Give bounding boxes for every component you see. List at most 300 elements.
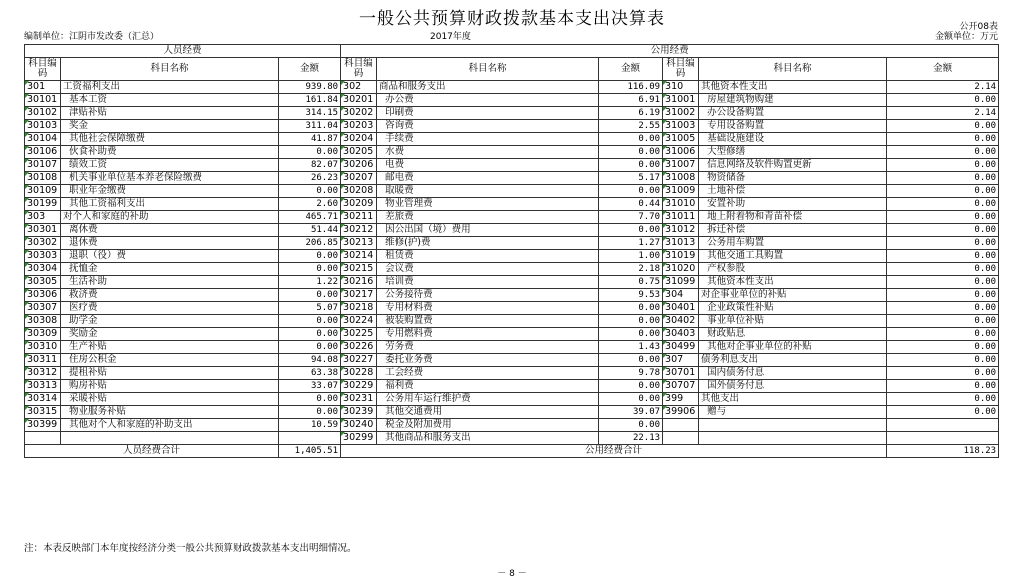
amount-cell: 0.00 bbox=[599, 159, 663, 172]
amount-cell: 116.09 bbox=[599, 81, 663, 94]
name-cell: 其他资本性支出 bbox=[699, 276, 887, 289]
amount-cell: 0.00 bbox=[887, 328, 999, 341]
amount-cell: 465.71 bbox=[279, 211, 341, 224]
name-cell: 生产补贴 bbox=[61, 341, 279, 354]
code-cell: 310 bbox=[663, 81, 699, 94]
name-cell: 会议费 bbox=[377, 263, 599, 276]
name-cell: 国外债务付息 bbox=[699, 380, 887, 393]
name-cell: 劳务费 bbox=[377, 341, 599, 354]
amount-cell: 2.18 bbox=[599, 263, 663, 276]
amount-cell: 0.00 bbox=[279, 185, 341, 198]
name-cell: 职业年金缴费 bbox=[61, 185, 279, 198]
code-cell: 31006 bbox=[663, 146, 699, 159]
code-cell: 399 bbox=[663, 393, 699, 406]
name-cell: 公务用车购置 bbox=[699, 237, 887, 250]
code-cell: 30209 bbox=[341, 198, 377, 211]
amount-cell: 0.00 bbox=[887, 276, 999, 289]
name-cell: 住房公积金 bbox=[61, 354, 279, 367]
code-cell: 30307 bbox=[25, 302, 61, 315]
code-cell: 30315 bbox=[25, 406, 61, 419]
name-cell: 离休费 bbox=[61, 224, 279, 237]
name-cell: 其他交通费用 bbox=[377, 406, 599, 419]
code-cell: 30707 bbox=[663, 380, 699, 393]
name-cell: 培训费 bbox=[377, 276, 599, 289]
amount-cell: 41.87 bbox=[279, 133, 341, 146]
name-cell: 提租补贴 bbox=[61, 367, 279, 380]
amount-cell: 0.00 bbox=[887, 120, 999, 133]
name-cell: 税金及附加费用 bbox=[377, 419, 599, 432]
code-cell: 30401 bbox=[663, 302, 699, 315]
amount-cell: 2.55 bbox=[599, 120, 663, 133]
amount-cell: 0.00 bbox=[887, 354, 999, 367]
code-cell: 30101 bbox=[25, 94, 61, 107]
name-cell: 安置补助 bbox=[699, 198, 887, 211]
amount-cell: 0.00 bbox=[887, 198, 999, 211]
amount-cell: 0.00 bbox=[279, 393, 341, 406]
personnel-total-label: 人员经费合计 bbox=[25, 445, 279, 458]
amount-cell: 0.00 bbox=[887, 302, 999, 315]
name-cell: 房屋建筑物购建 bbox=[699, 94, 887, 107]
code-cell: 30217 bbox=[341, 289, 377, 302]
name-cell: 赠与 bbox=[699, 406, 887, 419]
name-cell: 物资储备 bbox=[699, 172, 887, 185]
code-cell: 30299 bbox=[341, 432, 377, 445]
name-cell: 债务利息支出 bbox=[699, 354, 887, 367]
name-cell: 邮电费 bbox=[377, 172, 599, 185]
amount-cell: 7.70 bbox=[599, 211, 663, 224]
personnel-total-value: 1,405.51 bbox=[279, 445, 341, 458]
name-cell: 对企事业单位的补贴 bbox=[699, 289, 887, 302]
amount-cell: 5.07 bbox=[279, 302, 341, 315]
table-row bbox=[25, 107, 999, 120]
name-cell: 办公费 bbox=[377, 94, 599, 107]
personnel-expense-header: 人员经费 bbox=[25, 45, 341, 58]
table-row bbox=[25, 289, 999, 302]
name-cell: 退休费 bbox=[61, 237, 279, 250]
name-cell bbox=[61, 432, 279, 445]
name-cell: 电费 bbox=[377, 159, 599, 172]
table-row bbox=[25, 302, 999, 315]
code-cell: 30313 bbox=[25, 380, 61, 393]
name-cell: 手续费 bbox=[377, 133, 599, 146]
name-cell: 其他商品和服务支出 bbox=[377, 432, 599, 445]
amount-cell: 0.00 bbox=[887, 406, 999, 419]
table-row bbox=[25, 276, 999, 289]
name-cell: 办公设备购置 bbox=[699, 107, 887, 120]
table-row bbox=[25, 185, 999, 198]
name-cell: 奖金 bbox=[61, 120, 279, 133]
code-cell: 30218 bbox=[341, 302, 377, 315]
code-cell: 30108 bbox=[25, 172, 61, 185]
name-cell: 其他对个人和家庭的补助支出 bbox=[61, 419, 279, 432]
col-name-header: 科目名称 bbox=[61, 58, 279, 81]
code-cell: 30104 bbox=[25, 133, 61, 146]
code-cell: 30240 bbox=[341, 419, 377, 432]
table-row bbox=[25, 328, 999, 341]
code-cell: 39906 bbox=[663, 406, 699, 419]
code-cell: 30399 bbox=[25, 419, 61, 432]
col-amount-header: 金额 bbox=[279, 58, 341, 81]
name-cell: 国内债务付息 bbox=[699, 367, 887, 380]
amount-cell: 9.78 bbox=[599, 367, 663, 380]
amount-cell: 0.00 bbox=[279, 263, 341, 276]
code-cell: 30239 bbox=[341, 406, 377, 419]
code-cell: 307 bbox=[663, 354, 699, 367]
name-cell: 专用材料费 bbox=[377, 302, 599, 315]
amount-cell: 2.14 bbox=[887, 107, 999, 120]
code-cell: 30201 bbox=[341, 94, 377, 107]
name-cell: 抚恤金 bbox=[61, 263, 279, 276]
table-row bbox=[25, 211, 999, 224]
name-cell: 维修(护)费 bbox=[377, 237, 599, 250]
table-row bbox=[25, 94, 999, 107]
code-cell: 30306 bbox=[25, 289, 61, 302]
table-body bbox=[25, 81, 999, 445]
amount-cell: 63.38 bbox=[279, 367, 341, 380]
amount-cell: 0.00 bbox=[599, 224, 663, 237]
table-row bbox=[25, 224, 999, 237]
amount-cell: 0.00 bbox=[887, 159, 999, 172]
amount-cell: 0.00 bbox=[887, 367, 999, 380]
name-cell: 退职（役）费 bbox=[61, 250, 279, 263]
table-row bbox=[25, 250, 999, 263]
amount-cell: 51.44 bbox=[279, 224, 341, 237]
code-cell: 30228 bbox=[341, 367, 377, 380]
amount-cell: 82.07 bbox=[279, 159, 341, 172]
code-cell: 30205 bbox=[341, 146, 377, 159]
code-cell: 30305 bbox=[25, 276, 61, 289]
amount-cell: 5.17 bbox=[599, 172, 663, 185]
name-cell: 奖励金 bbox=[61, 328, 279, 341]
fiscal-year: 2017年度 bbox=[430, 32, 471, 42]
code-cell: 30312 bbox=[25, 367, 61, 380]
code-cell: 30213 bbox=[341, 237, 377, 250]
code-cell: 30310 bbox=[25, 341, 61, 354]
name-cell: 专用燃料费 bbox=[377, 328, 599, 341]
code-cell: 30106 bbox=[25, 146, 61, 159]
code-cell: 30402 bbox=[663, 315, 699, 328]
name-cell: 公务接待费 bbox=[377, 289, 599, 302]
amount-cell: 0.00 bbox=[887, 94, 999, 107]
amount-cell: 1.00 bbox=[599, 250, 663, 263]
code-cell: 30102 bbox=[25, 107, 61, 120]
code-cell: 30311 bbox=[25, 354, 61, 367]
name-cell: 产权参股 bbox=[699, 263, 887, 276]
col-code-header: 科目编码 bbox=[663, 58, 699, 81]
name-cell: 事业单位补贴 bbox=[699, 315, 887, 328]
table-row bbox=[25, 341, 999, 354]
code-cell: 30309 bbox=[25, 328, 61, 341]
table-row bbox=[25, 263, 999, 276]
code-cell: 30203 bbox=[341, 120, 377, 133]
name-cell: 基本工资 bbox=[61, 94, 279, 107]
name-cell: 企业政策性补贴 bbox=[699, 302, 887, 315]
name-cell: 绩效工资 bbox=[61, 159, 279, 172]
name-cell bbox=[699, 432, 887, 445]
amount-cell: 1.27 bbox=[599, 237, 663, 250]
code-cell: 30701 bbox=[663, 367, 699, 380]
amount-cell: 0.75 bbox=[599, 276, 663, 289]
name-cell: 公务用车运行维护费 bbox=[377, 393, 599, 406]
code-cell: 30225 bbox=[341, 328, 377, 341]
table-row bbox=[25, 432, 999, 445]
code-cell: 30204 bbox=[341, 133, 377, 146]
name-cell: 因公出国（境）费用 bbox=[377, 224, 599, 237]
code-cell: 30499 bbox=[663, 341, 699, 354]
amount-cell: 0.00 bbox=[279, 146, 341, 159]
name-cell bbox=[699, 419, 887, 432]
footnote: 注：本表反映部门本年度按经济分类一般公共预算财政拨款基本支出明细情况。 bbox=[24, 543, 357, 554]
code-cell: 31012 bbox=[663, 224, 699, 237]
amount-cell: 0.00 bbox=[887, 380, 999, 393]
code-cell: 30308 bbox=[25, 315, 61, 328]
amount-cell: 0.00 bbox=[887, 263, 999, 276]
public-expense-header: 公用经费 bbox=[341, 45, 999, 58]
table-row bbox=[25, 81, 999, 94]
report-title: 一般公共预算财政拨款基本支出决算表 bbox=[359, 9, 665, 29]
code-cell: 30303 bbox=[25, 250, 61, 263]
code-cell: 30212 bbox=[341, 224, 377, 237]
table-row bbox=[25, 354, 999, 367]
table-row bbox=[25, 406, 999, 419]
amount-cell: 314.15 bbox=[279, 107, 341, 120]
code-cell: 30208 bbox=[341, 185, 377, 198]
name-cell: 物业服务补贴 bbox=[61, 406, 279, 419]
code-cell: 30107 bbox=[25, 159, 61, 172]
table-row bbox=[25, 367, 999, 380]
code-cell: 30314 bbox=[25, 393, 61, 406]
table-row bbox=[25, 120, 999, 133]
name-cell: 被装购置费 bbox=[377, 315, 599, 328]
totals-row bbox=[25, 445, 999, 458]
amount-cell: 0.00 bbox=[887, 393, 999, 406]
name-cell: 租赁费 bbox=[377, 250, 599, 263]
col-code-header: 科目编码 bbox=[341, 58, 377, 81]
amount-cell: 0.00 bbox=[279, 315, 341, 328]
name-cell: 助学金 bbox=[61, 315, 279, 328]
code-cell: 30211 bbox=[341, 211, 377, 224]
col-amount-header: 金额 bbox=[599, 58, 663, 81]
amount-cell: 0.00 bbox=[887, 146, 999, 159]
code-cell: 30216 bbox=[341, 276, 377, 289]
table-row bbox=[25, 315, 999, 328]
form-code: 公开08表 bbox=[959, 22, 998, 32]
code-cell: 31010 bbox=[663, 198, 699, 211]
name-cell: 大型修缮 bbox=[699, 146, 887, 159]
code-cell: 30202 bbox=[341, 107, 377, 120]
amount-cell bbox=[887, 432, 999, 445]
amount-cell: 0.00 bbox=[599, 185, 663, 198]
table-row bbox=[25, 393, 999, 406]
name-cell: 津贴补贴 bbox=[61, 107, 279, 120]
amount-cell: 0.00 bbox=[599, 302, 663, 315]
amount-cell: 0.00 bbox=[887, 341, 999, 354]
name-cell: 取暖费 bbox=[377, 185, 599, 198]
name-cell: 伙食补助费 bbox=[61, 146, 279, 159]
name-cell: 专用设备购置 bbox=[699, 120, 887, 133]
table-row bbox=[25, 380, 999, 393]
amount-cell: 0.00 bbox=[279, 406, 341, 419]
code-cell: 301 bbox=[25, 81, 61, 94]
code-cell: 30206 bbox=[341, 159, 377, 172]
amount-cell: 161.84 bbox=[279, 94, 341, 107]
code-cell: 30227 bbox=[341, 354, 377, 367]
code-cell: 30224 bbox=[341, 315, 377, 328]
name-cell: 生活补助 bbox=[61, 276, 279, 289]
code-cell: 30403 bbox=[663, 328, 699, 341]
name-cell: 财政贴息 bbox=[699, 328, 887, 341]
name-cell: 医疗费 bbox=[61, 302, 279, 315]
amount-cell: 939.80 bbox=[279, 81, 341, 94]
amount-cell: 0.00 bbox=[887, 289, 999, 302]
col-amount-header: 金额 bbox=[887, 58, 999, 81]
amount-cell: 0.00 bbox=[887, 172, 999, 185]
amount-cell: 26.23 bbox=[279, 172, 341, 185]
code-cell bbox=[25, 432, 61, 445]
code-cell: 31005 bbox=[663, 133, 699, 146]
public-total-value: 118.23 bbox=[887, 445, 999, 458]
amount-cell: 2.60 bbox=[279, 198, 341, 211]
name-cell: 水费 bbox=[377, 146, 599, 159]
public-total-label: 公用经费合计 bbox=[341, 445, 887, 458]
table-row bbox=[25, 146, 999, 159]
page-number: － 8 － bbox=[497, 569, 527, 579]
amount-cell: 0.00 bbox=[887, 315, 999, 328]
col-code-header: 科目编码 bbox=[25, 58, 61, 81]
table-row bbox=[25, 237, 999, 250]
name-cell: 委托业务费 bbox=[377, 354, 599, 367]
name-cell: 机关事业单位基本养老保险缴费 bbox=[61, 172, 279, 185]
amount-cell: 0.00 bbox=[279, 341, 341, 354]
name-cell: 地上附着物和青苗补偿 bbox=[699, 211, 887, 224]
amount-cell: 0.00 bbox=[599, 315, 663, 328]
name-cell: 其他交通工具购置 bbox=[699, 250, 887, 263]
table-row bbox=[25, 133, 999, 146]
name-cell: 工会经费 bbox=[377, 367, 599, 380]
amount-cell: 0.00 bbox=[279, 289, 341, 302]
name-cell: 拆迁补偿 bbox=[699, 224, 887, 237]
code-cell: 304 bbox=[663, 289, 699, 302]
code-cell bbox=[663, 419, 699, 432]
name-cell: 采暖补贴 bbox=[61, 393, 279, 406]
code-cell bbox=[663, 432, 699, 445]
code-cell: 30301 bbox=[25, 224, 61, 237]
amount-cell: 33.07 bbox=[279, 380, 341, 393]
amount-unit: 金额单位：万元 bbox=[934, 32, 998, 42]
amount-cell: 1.22 bbox=[279, 276, 341, 289]
amount-cell: 0.00 bbox=[887, 250, 999, 263]
code-cell: 30109 bbox=[25, 185, 61, 198]
code-cell: 30304 bbox=[25, 263, 61, 276]
code-cell: 31020 bbox=[663, 263, 699, 276]
code-cell: 31099 bbox=[663, 276, 699, 289]
code-cell: 303 bbox=[25, 211, 61, 224]
amount-cell: 0.00 bbox=[599, 419, 663, 432]
code-cell: 30214 bbox=[341, 250, 377, 263]
amount-cell: 9.53 bbox=[599, 289, 663, 302]
name-cell: 印刷费 bbox=[377, 107, 599, 120]
table-row bbox=[25, 172, 999, 185]
name-cell: 其他资本性支出 bbox=[699, 81, 887, 94]
table-row bbox=[25, 198, 999, 211]
name-cell: 其他工资福利支出 bbox=[61, 198, 279, 211]
amount-cell: 311.04 bbox=[279, 120, 341, 133]
table-row bbox=[25, 419, 999, 432]
amount-cell: 94.08 bbox=[279, 354, 341, 367]
code-cell: 31007 bbox=[663, 159, 699, 172]
amount-cell: 0.44 bbox=[599, 198, 663, 211]
name-cell: 商品和服务支出 bbox=[377, 81, 599, 94]
name-cell: 其他社会保障缴费 bbox=[61, 133, 279, 146]
code-cell: 30231 bbox=[341, 393, 377, 406]
amount-cell: 2.14 bbox=[887, 81, 999, 94]
amount-cell: 22.13 bbox=[599, 432, 663, 445]
code-cell: 30226 bbox=[341, 341, 377, 354]
name-cell: 差旅费 bbox=[377, 211, 599, 224]
code-cell: 30302 bbox=[25, 237, 61, 250]
amount-cell: 0.00 bbox=[887, 185, 999, 198]
name-cell: 工资福利支出 bbox=[61, 81, 279, 94]
name-cell: 其他支出 bbox=[699, 393, 887, 406]
amount-cell: 0.00 bbox=[887, 224, 999, 237]
amount-cell: 0.00 bbox=[599, 146, 663, 159]
code-cell: 30103 bbox=[25, 120, 61, 133]
name-cell: 物业管理费 bbox=[377, 198, 599, 211]
name-cell: 咨询费 bbox=[377, 120, 599, 133]
compiling-unit: 编制单位：江阴市发改委（汇总） bbox=[24, 32, 160, 42]
code-cell: 31009 bbox=[663, 185, 699, 198]
code-cell: 30215 bbox=[341, 263, 377, 276]
code-cell: 30207 bbox=[341, 172, 377, 185]
name-cell: 救济费 bbox=[61, 289, 279, 302]
amount-cell: 0.00 bbox=[599, 380, 663, 393]
table-row bbox=[25, 159, 999, 172]
code-cell: 31001 bbox=[663, 94, 699, 107]
name-cell: 基础设施建设 bbox=[699, 133, 887, 146]
code-cell: 30199 bbox=[25, 198, 61, 211]
amount-cell: 0.00 bbox=[599, 133, 663, 146]
amount-cell: 0.00 bbox=[599, 393, 663, 406]
amount-cell bbox=[887, 419, 999, 432]
amount-cell: 0.00 bbox=[887, 211, 999, 224]
amount-cell: 0.00 bbox=[279, 250, 341, 263]
code-cell: 31013 bbox=[663, 237, 699, 250]
amount-cell: 39.07 bbox=[599, 406, 663, 419]
amount-cell: 0.00 bbox=[599, 354, 663, 367]
name-cell: 购房补贴 bbox=[61, 380, 279, 393]
code-cell: 31002 bbox=[663, 107, 699, 120]
col-name-header: 科目名称 bbox=[377, 58, 599, 81]
amount-cell: 6.91 bbox=[599, 94, 663, 107]
amount-cell: 1.43 bbox=[599, 341, 663, 354]
code-cell: 30229 bbox=[341, 380, 377, 393]
amount-cell: 6.19 bbox=[599, 107, 663, 120]
amount-cell: 0.00 bbox=[279, 328, 341, 341]
amount-cell: 206.85 bbox=[279, 237, 341, 250]
code-cell: 31003 bbox=[663, 120, 699, 133]
code-cell: 302 bbox=[341, 81, 377, 94]
name-cell: 土地补偿 bbox=[699, 185, 887, 198]
amount-cell: 0.00 bbox=[887, 133, 999, 146]
col-name-header: 科目名称 bbox=[699, 58, 887, 81]
code-cell: 31011 bbox=[663, 211, 699, 224]
amount-cell: 0.00 bbox=[599, 328, 663, 341]
amount-cell: 10.59 bbox=[279, 419, 341, 432]
name-cell: 对个人和家庭的补助 bbox=[61, 211, 279, 224]
name-cell: 其他对企事业单位的补贴 bbox=[699, 341, 887, 354]
name-cell: 信息网络及软件购置更新 bbox=[699, 159, 887, 172]
amount-cell bbox=[279, 432, 341, 445]
